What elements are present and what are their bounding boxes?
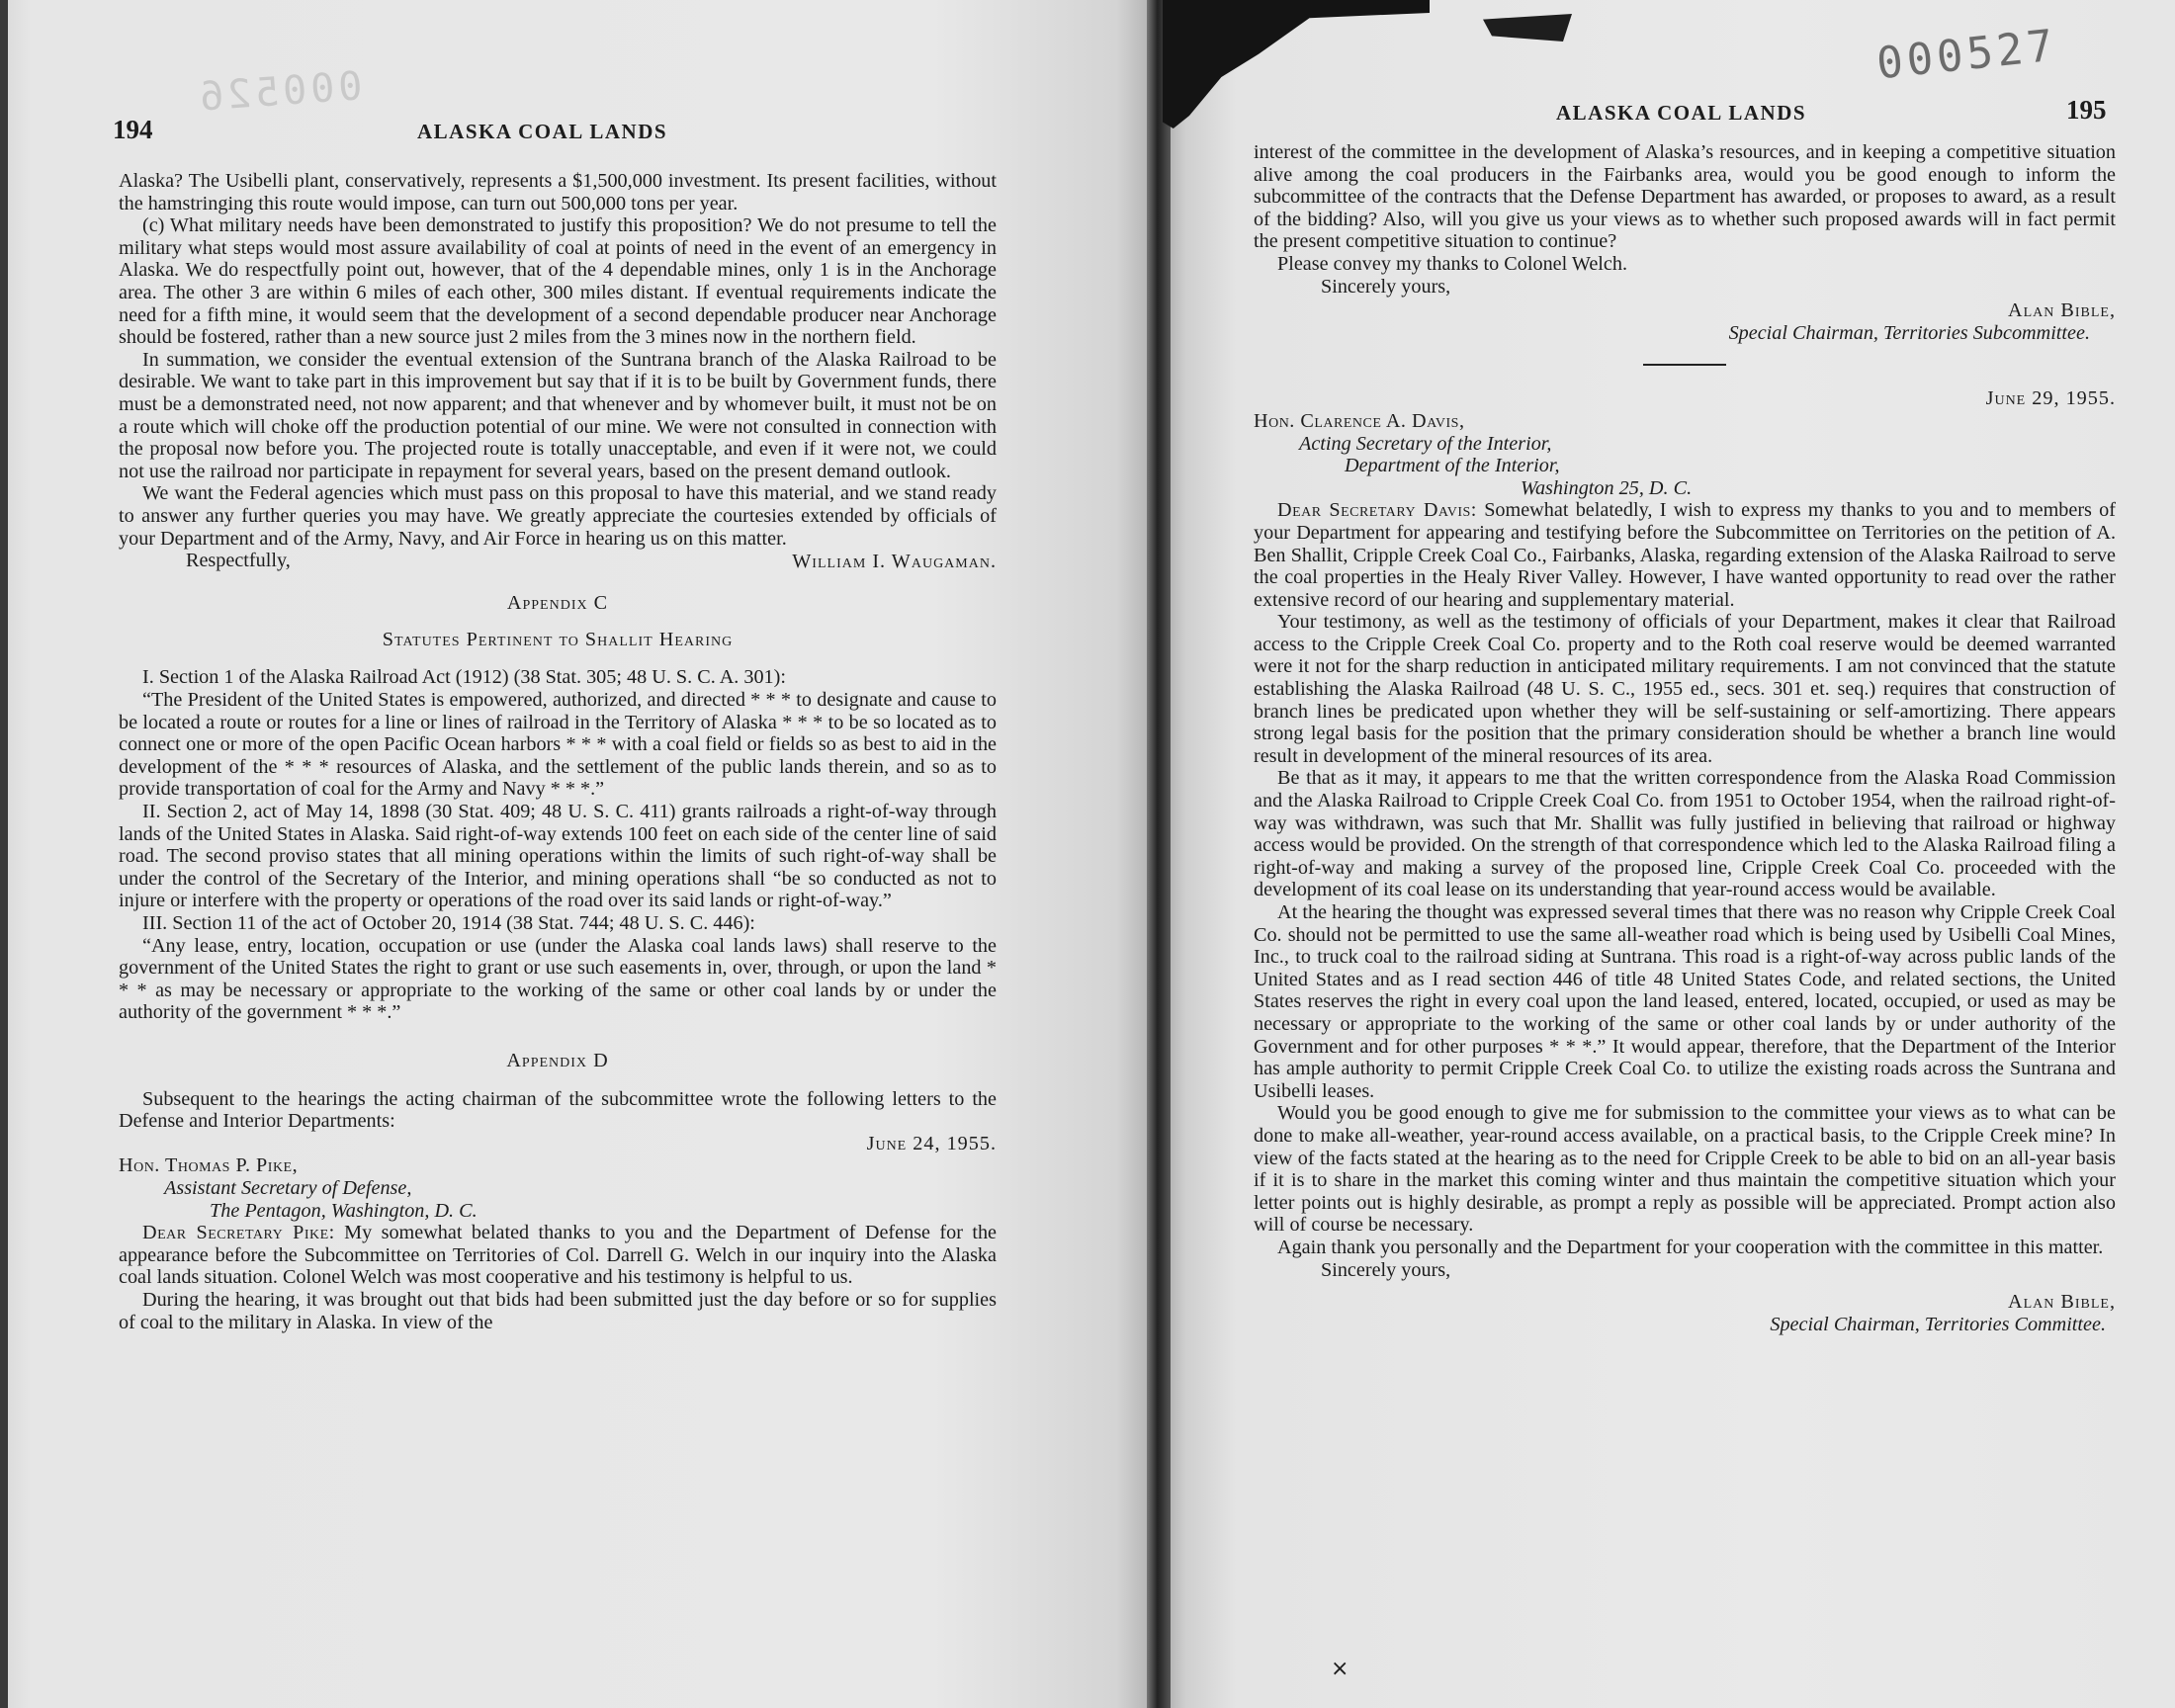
running-head-right: ALASKA COAL LANDS xyxy=(1556,101,1807,125)
appendix-c-title: Appendix C xyxy=(506,592,609,615)
letter-text: Somewhat belatedly, I wish to express my thanks to you and to members of your Department for appearing and testifying before the Subcommittee on Territories on the petition of A. Ben Shallit, Cripple Creek Coal Co., Fairbanks, Alaska, regarding extension of the Alaska Railroad to serve the coal properties in the Healy River Valley. However, I have wanted opportunity to read over the rather extensive record of our hearing and supplementary material. xyxy=(1254,499,2116,611)
addressee-name: Hon. Thomas P. Pike, xyxy=(119,1154,299,1177)
section-divider xyxy=(1643,364,1726,366)
signature: William I. Waugaman. xyxy=(792,550,997,572)
paragraph: We want the Federal agencies which must pass on this proposal to have this material, and we stand ready to answer any further queries you may have. We greatly appreciate the courtesies extended by officials of your Department and of the Army, Navy, and Air Force in hearing us on this matter. xyxy=(119,482,997,550)
addressee-name: Hon. Clarence A. Davis, xyxy=(1254,409,1465,432)
paragraph: Again thank you personally and the Department for your cooperation with the committee in this matter. xyxy=(1277,1236,2104,1258)
paragraph: During the hearing, it was brought out that bids had been submitted just the day before or so for supplies of coal to the military in Alaska. In view of the xyxy=(119,1288,997,1333)
addressee-title: Acting Secretary of the Interior, xyxy=(1299,432,1552,455)
salutation: Dear Secretary Davis: xyxy=(1277,499,1477,522)
paragraph: At the hearing the thought was expressed several times that there was no reason why Cripple Creek Coal Co. should not be permitted to use the same all-weather road which is being used by Usibelli Coal Mines, Inc., to truck coal to the railroad siding at Suntrana. This road is a right-of-way across public lands of the United States and as I read section 446 of title 48 United States Code, and related sections, the United States reserves the right in every coal upon the land leased, entered, located, occupied, or used as may be necessary or appropriate to the working of the same or other coal lands by or under authority of the Government and for other purposes * * *.” It would appear, therefore, that the Department of the Interior has ample authority to permit Cripple Creek Coal Co. to utilize the existing roads across the Suntrana and Usibelli leases. xyxy=(1254,901,2116,1102)
book-gutter xyxy=(1147,0,1171,1708)
addressee-address: The Pentagon, Washington, D. C. xyxy=(210,1199,478,1222)
paragraph: II. Section 2, act of May 14, 1898 (30 Stat. 409; 48 U. S. C. 411) grants railroads a right-of-way through lands of the United States in Alaska. Said right-of-way extends 100 feet on each side of the center line of said road. The second proviso states that all mining operations within the limits of such right-of-way shall be under the control of the Secretary of the Interior, and mining operations shall “be so conducted as not to injure or interfere with the property or operations of the road over its said lands or right-of-way.” xyxy=(119,801,997,912)
closing: Sincerely yours, xyxy=(1321,275,1451,298)
signature: Alan Bible, xyxy=(2007,1291,2116,1314)
right-page xyxy=(1155,0,2175,1708)
signature-title: Special Chairman, Territories Committee. xyxy=(1770,1313,2106,1335)
paragraph: Be that as it may, it appears to me that the written correspondence from the Alaska Road Commission and the Alaska Railroad to Cripple Creek Coal Co. from 1951 to October 1954, when the railroad right-of-way was withdrawn, was such that Mr. Shallit was fully justified in believing that railroad or highway access would be provided. On the strength of that correspondence which led to the Alaska Railroad filing a right-of-way and making a survey of the proposed line, Cripple Creek Coal Co. proceeded with the development of its coal lease on its understanding that year-round access would be available. xyxy=(1254,767,2116,901)
paragraph: Alaska? The Usibelli plant, conservatively, represents a $1,500,000 investment. Its present facilities, without the hamstringing this route would impose, can turn out 500,000 tons per year. xyxy=(119,170,997,214)
paragraph: Your testimony, as well as the testimony of officials of your Department, makes it clear that Railroad access to the Cripple Creek Coal Co. property and to the Roth coal reserve would be deemed warranted were it not for the sharp reduction in anticipated military requirements. I am not convinced that the statute establishing the Alaska Railroad (48 U. S. C., 1955 ed., secs. 301 et. seq.) requires that construction of branch lines be predicated upon whether they will be self-sustaining or self-amortizing. There appears strong legal basis for the position that the primary consideration should be whether a branch line would result in development of the mineral resources of its area. xyxy=(1254,611,2116,767)
signature: Alan Bible, xyxy=(2007,299,2116,322)
paragraph: “The President of the United States is empowered, authorized, and directed * * * to designate and cause to be located a route or routes for a line or lines of railroad in the Territory of Alaska * * * to be so located as to connect one or more of the open Pacific Ocean harbors * * * with a coal field or fields so as best to aid in the development of the * * * resources of Alaska, and the settlement of the public lands therein, and so as to provide transportation of coal for the Army and Navy * * *.” xyxy=(119,689,997,801)
paragraph: I. Section 1 of the Alaska Railroad Act (1912) (38 Stat. 305; 48 U. S. C. A. 301): xyxy=(142,666,786,689)
addressee-title: Assistant Secretary of Defense, xyxy=(164,1176,412,1199)
x-mark: × xyxy=(1331,1657,1349,1681)
salutation: Dear Secretary Pike: xyxy=(142,1222,335,1244)
addressee-address: Washington 25, D. C. xyxy=(1521,476,1693,499)
paragraph: (c) What military needs have been demonstrated to justify this proposition? We do not presume to tell the military what steps would most assure availability of coal at points of need in the event of an emergency in Alaska. We do respectfully point out, however, that of the 4 dependable mines, only 1 is in the Anchorage area. The other 3 are within 6 miles of each other, 300 miles distant. If eventual requirements indicate the need for a fifth mine, it would seem that the development of a second dependable producer near Anchorage should be fostered, rather than a new source just 2 miles from the 3 mines now in the northern field. xyxy=(119,214,997,349)
running-head-left: ALASKA COAL LANDS xyxy=(417,120,668,143)
right-text-column xyxy=(1254,141,2116,1335)
letter-date: June 24, 1955. xyxy=(866,1132,997,1154)
closing: Respectfully, xyxy=(186,550,291,572)
appendix-c-subtitle: Statutes Pertinent to Shallit Hearing xyxy=(382,628,734,650)
ghost-stamp-number: 000526 xyxy=(194,63,364,121)
letter-text: My somewhat belated thanks to you and the Department of Defense for the appearance before the Subcommittee on Territories of Col. Darrell G. Welch in our inquiry into the Alaska coal lands situation. Colonel Welch was most cooperative and his testimony is helpful to us. xyxy=(119,1222,998,1289)
addressee-department: Department of the Interior, xyxy=(1345,455,1560,477)
letter-paragraph xyxy=(119,1222,997,1289)
appendix-d-title: Appendix D xyxy=(506,1049,609,1071)
paragraph: “Any lease, entry, location, occupation or use (under the Alaska coal lands laws) shall reserve to the government of the United States the right to grant or use such easements in, over, through, or upon the land * * * as may be necessary or appropriate to the working of the same or other coal lands by or under the authority of the government * * *.” xyxy=(119,934,997,1024)
paragraph: Subsequent to the hearings the acting chairman of the subcommittee wrote the following letters to the Defense and Interior Departments: xyxy=(119,1087,997,1133)
paragraph: interest of the committee in the development of Alaska’s resources, and in keeping a competitive situation alive among the coal producers in the Fairbanks area, would you be good enough to inform the subcommittee of the contracts that the Defense Department has awarded, or proposes to award, as a result of the bidding? Also, will you give us your views as to whether such proposed awards will in fact permit the present competitive situation to continue? xyxy=(1254,141,2116,253)
signature-title: Special Chairman, Territories Subcommittee. xyxy=(1728,321,2090,344)
paragraph: In summation, we consider the eventual extension of the Suntrana branch of the Alaska Railroad to be desirable. We want to take part in this improvement but say that if it is to be built by Government funds, there must be a demonstrated need, not now apparent; and that whenever and by whomever built, it must not be on a route which will choke off the production potential of our mine. We were not consulted in connection with the proposal now before you. The projected route is totally unacceptable, and even if it were not, we could not use the railroad nor participate in repayment for several years, based on the present demand outlook. xyxy=(119,348,997,482)
left-text-column xyxy=(119,170,997,1333)
letter-paragraph xyxy=(1254,499,2116,611)
paragraph: Please convey my thanks to Colonel Welch. xyxy=(1277,252,1628,275)
page-number-right: 195 xyxy=(2066,95,2107,125)
document-stamp-number: 000527 xyxy=(1873,20,2060,90)
page-number-left: 194 xyxy=(113,115,153,144)
paragraph: III. Section 11 of the act of October 20, 1914 (38 Stat. 744; 48 U. S. C. 446): xyxy=(142,912,755,934)
letter-date: June 29, 1955. xyxy=(1985,387,2116,410)
paragraph: Would you be good enough to give me for submission to the committee your views as to what can be done to make all-weather, year-round access available, on a practical basis, to the Cripple Creek mine? In view of the facts stated at the hearing as to the need for Cripple Creek to be able to bid on an all-year basis if it is to share in the market this coming winter and thus maintain the competitive situation which your letter points out is highly desirable, as prompt a reply as possible will be appreciated. Prompt action also will of course be necessary. xyxy=(1254,1102,2116,1237)
closing: Sincerely yours, xyxy=(1321,1258,1451,1281)
